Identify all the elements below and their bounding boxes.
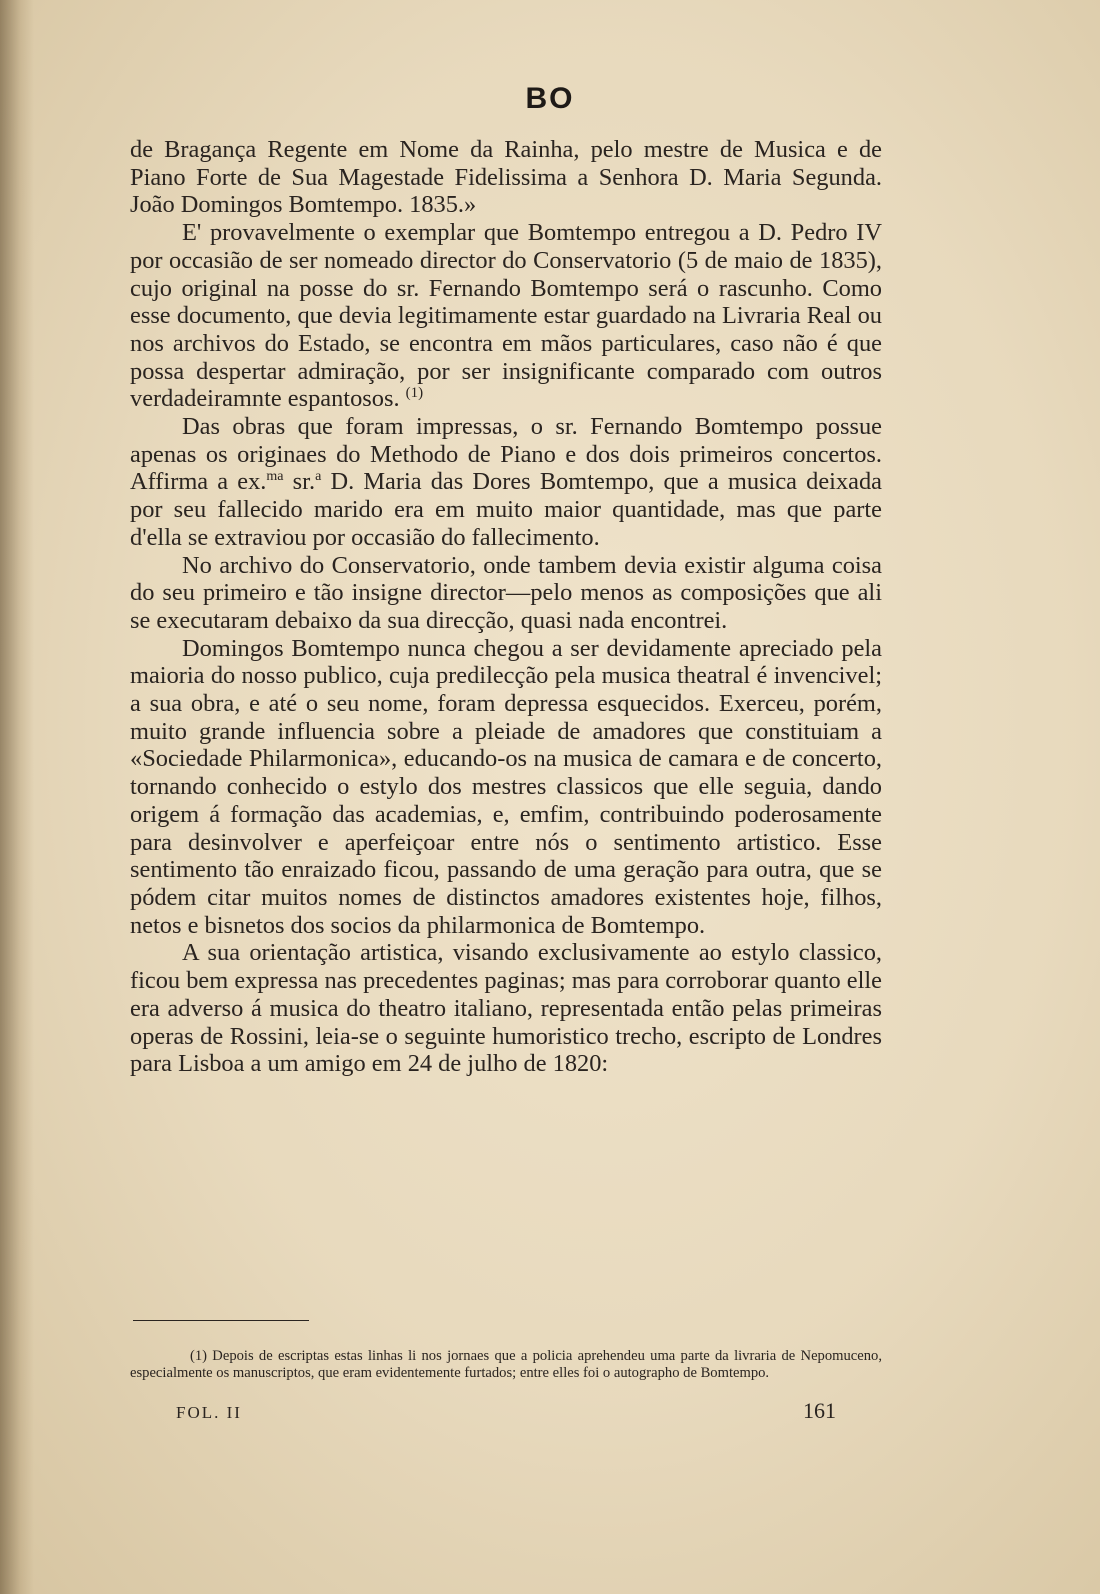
paragraph-3-text-b: sr. bbox=[283, 468, 316, 496]
paragraph-5 bbox=[130, 635, 882, 940]
superscript-ma: ma bbox=[266, 469, 284, 485]
paragraph-6-text: A sua orientação artistica, visando exclusivamente ao estylo classico, ficou bem expressa nas precedentes paginas; mas para corroborar quanto elle era adverso á musica do theatro italiano, representada então pelas primeiras operas de Rossini, leia-se o seguinte humoristico trecho, escripto de Londres para Lisboa a um amigo em 24 de julho de 1820: bbox=[130, 939, 882, 1078]
paragraph-5-text: Domingos Bomtempo nunca chegou a ser devidamente apreciado pela maioria do nosso publico, cuja predilecção pela musica theatral é invencivel; a sua obra, e até o seu nome, foram depressa esquecidos. Exerceu, porém, muito grande influencia sobre a pleiade de amadores que constituiam a «Sociedade Philarmonica», educando-os na musica de camara e de concerto, tornando conhecido o estylo dos mestres classicos que elle seguia, dando origem á formação das academias, e, emfim, contribuindo poderosamente para desinvolver e aperfeiçoar entre nós o sentimento artistico. Esse sentimento tão enraizado ficou, passando de uma geração para outra, que se pódem citar muitos nomes de distinctos amadores existentes hoje, filhos, netos e bisnetos dos socios da philarmonica de Bomtempo. bbox=[130, 634, 882, 939]
footnote bbox=[130, 1348, 882, 1382]
running-head: BO bbox=[525, 82, 575, 115]
body-text bbox=[130, 136, 882, 1078]
spine-shadow bbox=[0, 0, 34, 1594]
footnote-reference: (1) bbox=[405, 385, 424, 402]
paragraph-1-text: de Bragança Regente em Nome da Rainha, pelo mestre de Musica e de Piano Forte de Sua Magestade Fidelissima a Senhora D. Maria Segunda. João Domingos Bomtempo. 1835.» bbox=[130, 136, 882, 219]
paragraph-4-text: No archivo do Conservatorio, onde tambem devia existir alguma coisa do seu primeiro e tão insigne director—pelo menos as composições que ali se executaram debaixo da sua direcção, quasi nada encontrei. bbox=[130, 551, 882, 634]
paragraph-6 bbox=[130, 939, 882, 1078]
paragraph-3-text-c: D. Maria das Dores Bomtempo, que a musica deixada por seu fallecido marido era em muito maior quantidade, mas que parte d'ella se extraviou por occasião do fallecimento. bbox=[130, 468, 882, 551]
paragraph-4 bbox=[130, 552, 882, 635]
superscript-a: a bbox=[315, 469, 322, 485]
paragraph-1 bbox=[130, 136, 882, 219]
paragraph-2-text: E' provavelmente o exemplar que Bomtempo entregou a D. Pedro IV por occasião de ser nomeado director do Conservatorio (5 de maio de 1835), cujo original na posse do sr. Fernando Bomtempo será o rascunho. Como esse documento, que devia legitimamente estar guardado na Livraria Real ou nos archivos do Estado, se encontra em mãos particulares, caso não é que possa despertar admiração, por ser insignificante comparado com outros verdadeiramnte espantosos. bbox=[130, 219, 882, 413]
paragraph-3-text-a: Das obras que foram impressas, o sr. Fernando Bomtempo possue apenas os originaes do Methodo de Piano e dos dois primeiros concertos. Affirma a ex. bbox=[130, 413, 882, 496]
paragraph-3 bbox=[130, 413, 882, 552]
page-number: 161 bbox=[803, 1398, 836, 1423]
signature-mark: FOL. II bbox=[176, 1403, 242, 1422]
footnote-divider bbox=[133, 1320, 309, 1321]
paragraph-2 bbox=[130, 219, 882, 413]
footnote-text: (1) Depois de escriptas estas linhas li nos jornaes que a policia aprehendeu uma parte da livraria de Nepomuceno, especialmente os manuscriptos, que eram evidentemente furtados; entre elles foi o autographo de Bomtempo. bbox=[130, 1348, 882, 1381]
